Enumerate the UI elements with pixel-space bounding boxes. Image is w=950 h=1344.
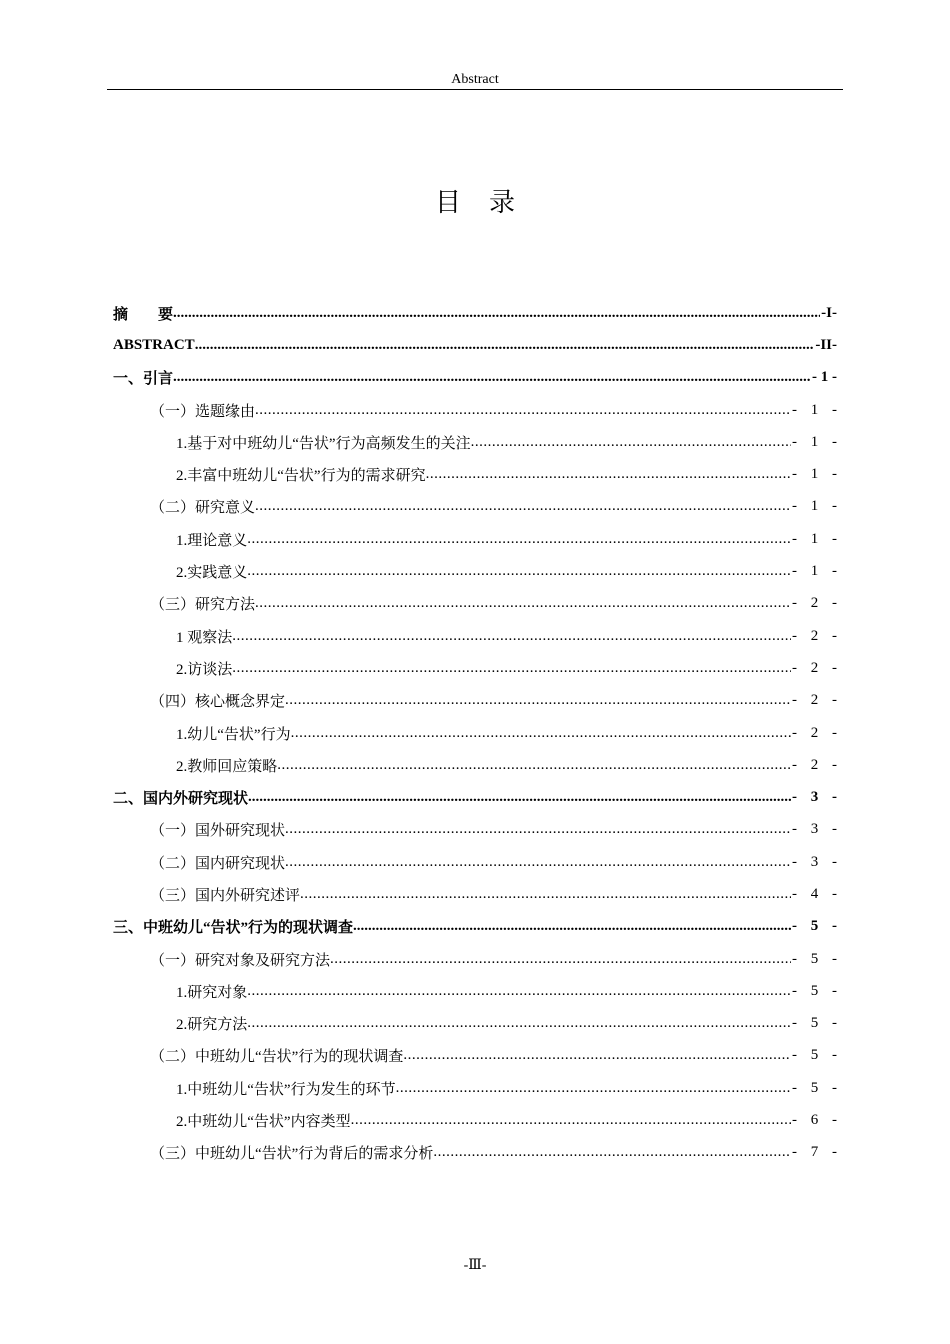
toc-entry-label: （二）中班幼儿“告状”行为的现状调查 [150,1049,404,1066]
toc-entry-label: （四）核心概念界定 [150,694,286,711]
toc-entry[interactable] [113,458,842,490]
toc-leader-dots [247,531,791,548]
toc-entry-page: - 6 - [792,1112,842,1129]
toc-entry[interactable] [113,394,842,426]
toc-entry-label: 2.访谈法 [176,661,233,678]
toc-leader-dots [403,1047,791,1064]
toc-leader-dots [232,660,791,677]
toc-entry-page: - 5 - [792,1015,842,1032]
toc-entry-label: （三）国内外研究述评 [150,887,301,904]
toc-entry-page: - 5 - [792,950,842,967]
toc-entry[interactable] [113,426,842,458]
toc-entry-page: - 3 - [792,821,842,838]
toc-entry-page: - 3 - [792,789,842,806]
toc-entry[interactable] [113,1104,842,1136]
toc-leader-dots [247,563,791,580]
toc-entry-label: （二）研究意义 [150,500,256,517]
toc-entry-label: （一）选题缘由 [150,403,256,420]
toc-entry-page: - 2 - [792,595,842,612]
toc-entry[interactable] [113,652,842,684]
toc-entry[interactable] [113,329,837,361]
toc-leader-dots [255,402,791,419]
toc-leader-dots [173,369,811,386]
page-title: 目录 [434,188,543,217]
toc-leader-dots [285,854,791,871]
toc-entry-label: 一、引言 [113,371,174,388]
toc-leader-dots [195,337,815,354]
toc-entry[interactable] [113,749,842,781]
toc-leader-dots [277,757,791,774]
toc-leader-dots [255,595,791,612]
toc-entry-label: （二）国内研究现状 [150,855,286,872]
toc-entry-label: （一）研究对象及研究方法 [150,952,331,969]
toc-entry[interactable] [113,555,842,587]
toc-entry-label: （三）中班幼儿“告状”行为背后的需求分析 [150,1146,434,1163]
toc-entry-page: - 2 - [792,756,842,773]
toc-leader-dots [433,1144,791,1161]
toc-entry[interactable] [113,1008,842,1040]
toc-entry-label: 2.教师回应策略 [176,758,278,775]
toc-entry[interactable] [113,297,837,329]
toc-entry[interactable] [113,911,842,943]
page-number: -Ⅲ- [463,1258,487,1273]
toc-entry-label: 二、国内外研究现状 [113,791,249,808]
toc-leader-dots [396,1080,791,1097]
toc-entry-page: - 5 - [792,1079,842,1096]
toc-entry-page: - 4 - [792,885,842,902]
toc-entry-label: 1.幼儿“告状”行为 [176,726,291,743]
toc-entry-page: -I- [821,304,837,321]
toc-entry-page: - 1 - [792,433,842,450]
toc-leader-dots [426,466,791,483]
toc-entry-page: - 1 - [812,369,837,386]
toc-entry-page: - 3 - [792,853,842,870]
toc-entry[interactable] [113,1137,842,1169]
toc-entry-label: 摘 要 [113,306,174,323]
toc-leader-dots [300,886,791,903]
toc-entry-label: （一）国外研究现状 [150,823,286,840]
toc-entry-page: - 2 - [792,724,842,741]
toc-entry[interactable] [113,362,837,394]
toc-leader-dots [255,498,791,515]
toc-entry[interactable] [113,943,842,975]
toc-leader-dots [247,983,791,1000]
toc-leader-dots [353,918,791,935]
toc-entry[interactable] [113,975,842,1007]
toc-leader-dots [248,789,791,806]
toc-entry[interactable] [113,717,842,749]
toc-entry-label: 1.基于对中班幼儿“告状”行为高频发生的关注 [176,435,471,452]
toc-entry[interactable] [113,1040,842,1072]
toc-leader-dots [173,305,820,322]
toc-entry-label: 2.丰富中班幼儿“告状”行为的需求研究 [176,468,426,485]
toc-entry-label: 2.实践意义 [176,565,248,582]
toc-entry-page: - 2 - [792,659,842,676]
toc-entry-page: - 5 - [792,918,842,935]
table-of-contents [113,297,842,1169]
page-header: Abstract [107,70,843,90]
toc-entry[interactable] [113,814,842,846]
toc-entry-page: - 7 - [792,1144,842,1161]
toc-entry-label: 2.研究方法 [176,1017,248,1034]
toc-entry[interactable] [113,685,842,717]
toc-entry-label: （三）研究方法 [150,597,256,614]
toc-entry-page: - 2 - [792,627,842,644]
toc-leader-dots [330,951,791,968]
toc-leader-dots [232,628,791,645]
toc-entry-label: 1.中班幼儿“告状”行为发生的环节 [176,1081,396,1098]
toc-entry-page: - 1 - [792,563,842,580]
toc-entry-label: 1.研究对象 [176,984,248,1001]
toc-entry-label: 1 观察法 [176,629,233,646]
toc-entry-page: - 5 - [792,982,842,999]
toc-entry-page: - 1 - [792,466,842,483]
toc-entry-label: 1.理论意义 [176,532,248,549]
toc-entry-page: - 5 - [792,1047,842,1064]
toc-entry-page: - 1 - [792,498,842,515]
toc-entry-page: -II- [815,336,837,353]
toc-entry-page: - 2 - [792,692,842,709]
toc-entry[interactable] [113,523,842,555]
toc-entry[interactable] [113,878,842,910]
toc-leader-dots [351,1112,791,1129]
toc-entry-label: 三、中班幼儿“告状”行为的现状调查 [113,920,354,937]
toc-entry[interactable] [113,491,842,523]
toc-leader-dots [247,1015,791,1032]
toc-leader-dots [291,725,791,742]
toc-entry[interactable] [113,781,842,813]
toc-entry[interactable] [113,846,842,878]
toc-entry-page: - 1 - [792,401,842,418]
toc-entry-label: ABSTRACT [113,336,195,353]
toc-leader-dots [471,434,791,451]
toc-entry[interactable] [113,620,842,652]
toc-leader-dots [285,821,791,838]
toc-entry-page: - 1 - [792,530,842,547]
toc-leader-dots [285,692,791,709]
toc-entry[interactable] [113,588,842,620]
toc-entry-label: 2.中班幼儿“告状”内容类型 [176,1114,351,1131]
toc-entry[interactable] [113,1072,842,1104]
